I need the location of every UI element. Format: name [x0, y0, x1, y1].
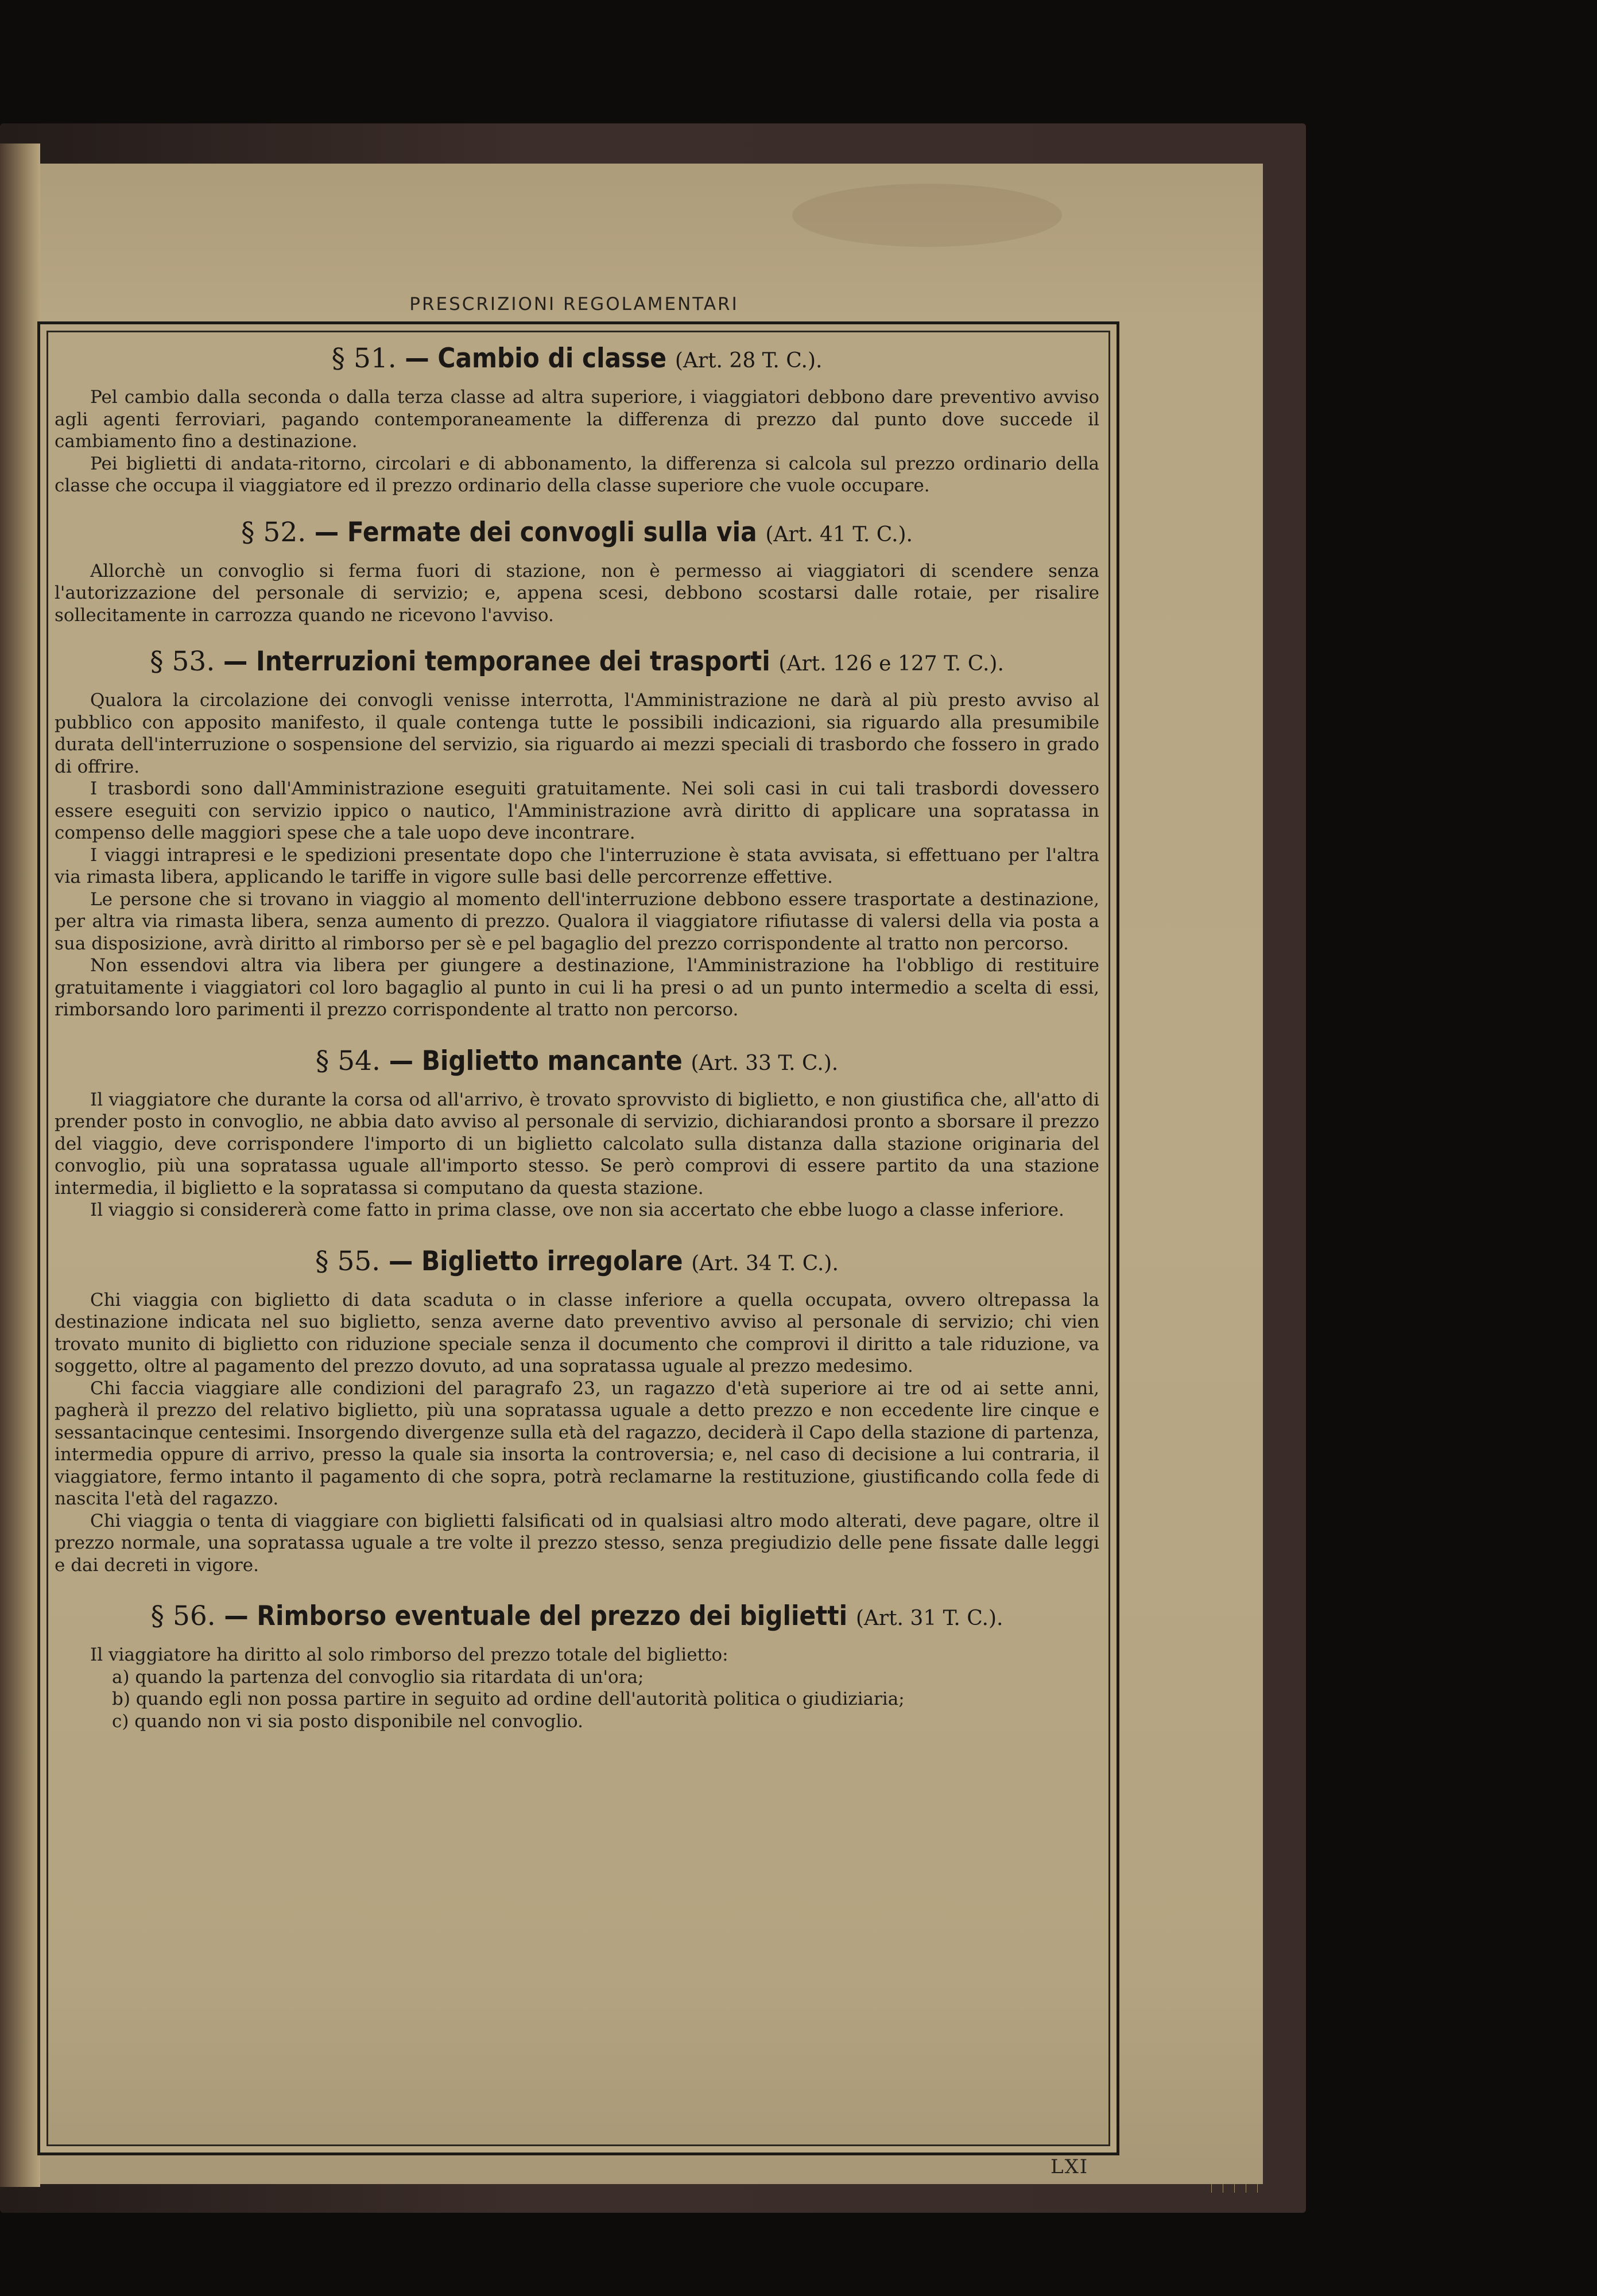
section-number: § 53.: [150, 646, 215, 677]
paragraph: Il viaggiatore ha diritto al solo rimborso del prezzo totale del biglietto:: [90, 1645, 728, 1665]
paragraph: Chi viaggia con biglietto di data scaduta o in classe inferiore a quella occupata, ovvero oltrepassa la destinazione indicata nel suo biglietto, senza averne dato preventivo avviso al personale di servizio; chi vien trovato munito di biglietto con riduzione speciale senza il documento che comprovi il diritto a tale riduzione, va soggetto, oltre al pagamento del prezzo dovuto, ad una sopratassa uguale al prezzo medesimo.: [55, 1289, 1099, 1376]
list-item: b) quando egli non possa partire in seguito ad ordine dell'autorità politica o giudiziaria;: [112, 1689, 905, 1709]
paragraph: Il viaggiatore che durante la corsa od all'arrivo, è trovato sprovvisto di biglietto, e non giustifica che, all'atto di prender posto in convoglio, ne abbia dato avviso al personale di servizio, dichiarandosi pronto a sborsare il prezzo del viaggio, deve corrispondere l'importo di un biglietto calcolato sulla distanza dalla stazione originaria del convoglio, più una sopratassa uguale all'importo stesso. Se però comprovi di essere partito da una stazione intermedia, il biglietto e la sopratassa si computano da questa stazione.: [55, 1089, 1099, 1199]
section-heading: [55, 515, 1099, 552]
section-title: — Interruzioni temporanee dei trasporti: [223, 646, 770, 677]
paragraph: Pei biglietti di andata-ritorno, circolari e di abbonamento, la differenza si calcola sul prezzo ordinario della classe che occupa il viaggiatore ed il prezzo ordinario della classe superiore che vuole occupare.: [55, 453, 1099, 496]
section-number: § 54.: [315, 1045, 381, 1077]
stamp-mark: [792, 184, 1062, 247]
paragraph: I viaggi intrapresi e le spedizioni presentate dopo che l'interruzione è stata avvisata, si effettuano per l'altra via rimasta libera, applicando le tariffe in vigore sulle basi delle percorrenze effettive.: [55, 844, 1099, 887]
paragraph: Chi viaggia o tenta di viaggiare con biglietti falsificati od in qualsiasi altro modo alterati, deve pagare, oltre il prezzo normale, una sopratassa uguale a tre volte il prezzo stesso, senza pregiudizio delle pene fissate dalle leggi e dai decreti in vigore.: [55, 1510, 1099, 1576]
paragraph: Il viaggio si considererà come fatto in prima classe, ove non sia accertato che ebbe luogo a classe inferiore.: [90, 1200, 1064, 1220]
section-title: — Biglietto mancante: [389, 1045, 683, 1077]
page-content: [55, 342, 1099, 1732]
section-reference: (Art. 28 T. C.).: [675, 349, 823, 373]
section-title: — Fermate dei convogli sulla via: [314, 516, 757, 548]
section-heading: [55, 342, 1099, 378]
section-heading: [55, 645, 1099, 681]
paragraph: Non essendovi altra via libera per giungere a destinazione, l'Amministrazione ha l'obbligo di restituire gratuitamente i viaggiatori col loro bagaglio al punto in cui li ha presi o ad un punto intermedio a scelta di essi, rimborsando loro parimenti il prezzo corrispondente al tratto non percorso.: [55, 955, 1099, 1020]
paragraph: Allorchè un convoglio si ferma fuori di stazione, non è permesso ai viaggiatori di scendere senza l'autorizzazione del personale di servizio; e, appena scesi, debbono scostarsi dalle rotaie, per risalire sollecitamente in carrozza quando ne ricevono l'avviso.: [55, 560, 1099, 626]
section-heading: [55, 1244, 1099, 1281]
paragraph: I trasbordi sono dall'Amministrazione eseguiti gratuitamente. Nei soli casi in cui tali trasbordi dovessero essere eseguiti con servizio ippico o nautico, l'Amministrazione avrà diritto di applicare una sopratassa in compenso delle maggiori spese che a tale uopo deve incontrare.: [55, 778, 1099, 843]
section-number: § 56.: [150, 1600, 216, 1632]
section-reference: (Art. 31 T. C.).: [855, 1607, 1003, 1630]
section-title: — Cambio di classe: [405, 343, 667, 374]
section-title: — Rimborso eventuale del prezzo dei biglietti: [224, 1600, 848, 1632]
section-heading: [55, 1044, 1099, 1081]
page-number: LXI: [1051, 2155, 1089, 2178]
section-title: — Biglietto irregolare: [388, 1245, 683, 1277]
section-number: § 52.: [241, 516, 307, 548]
section-number: § 51.: [331, 343, 397, 374]
list-item: c) quando non vi sia posto disponibile nel convoglio.: [112, 1711, 584, 1732]
section-reference: (Art. 41 T. C.).: [765, 522, 913, 546]
paragraph: Chi faccia viaggiare alle condizioni del paragrafo 23, un ragazzo d'età superiore ai tre od ai sette anni, pagherà il prezzo del relativo biglietto, più una sopratassa uguale a detto prezzo e non eccedente lire cinque e sessantacinque centesimi. Insorgendo divergenze sulla età del ragazzo, deciderà il Capo della stazione di partenza, intermedia oppure di arrivo, presso la quale sia insorta la controversia; e, nel caso di decisione a lui contraria, il viaggiatore, fermo intanto il pagamento di che sopra, potrà reclamarne la restituzione, giustificando colla fede di nascita l'età del ragazzo.: [55, 1378, 1099, 1509]
section-reference: (Art. 126 e 127 T. C.).: [778, 652, 1004, 676]
section-reference: (Art. 34 T. C.).: [691, 1251, 839, 1275]
section-reference: (Art. 33 T. C.).: [691, 1051, 839, 1075]
running-head: PRESCRIZIONI REGOLAMENTARI: [409, 294, 739, 315]
paragraph: Qualora la circolazione dei convogli venisse interrotta, l'Amministrazione ne darà al più presto avviso al pubblico con apposito manifesto, il quale contenga tutte le possibili indicazioni, sia riguardo alla presumibile durata dell'interruzione o sospensione del servizio, sia riguardo ai mezzi speciali di trasbordo che fossero in grado di offrire.: [55, 690, 1099, 777]
section-number: § 55.: [315, 1245, 381, 1277]
section-heading: [55, 1599, 1099, 1636]
paragraph: Le persone che si trovano in viaggio al momento dell'interruzione debbono essere trasportate a destinazione, per altra via rimasta libera, senza aumento di prezzo. Qualora il viaggiatore rifiutasse di valersi della via posta a sua disposizione, avrà diritto al rimborso per sè e pel bagaglio del prezzo corrispondente al tratto non percorso.: [55, 889, 1099, 954]
left-page-edge: [0, 144, 40, 2187]
paragraph: Pel cambio dalla seconda o dalla terza classe ad altra superiore, i viaggiatori debbono dare preventivo avviso agli agenti ferroviari, pagando contemporaneamente la differenza di prezzo dal punto dove succede il cambiamento fino a destinazione.: [55, 387, 1099, 452]
list-item: a) quando la partenza del convoglio sia ritardata di un'ora;: [112, 1666, 644, 1688]
